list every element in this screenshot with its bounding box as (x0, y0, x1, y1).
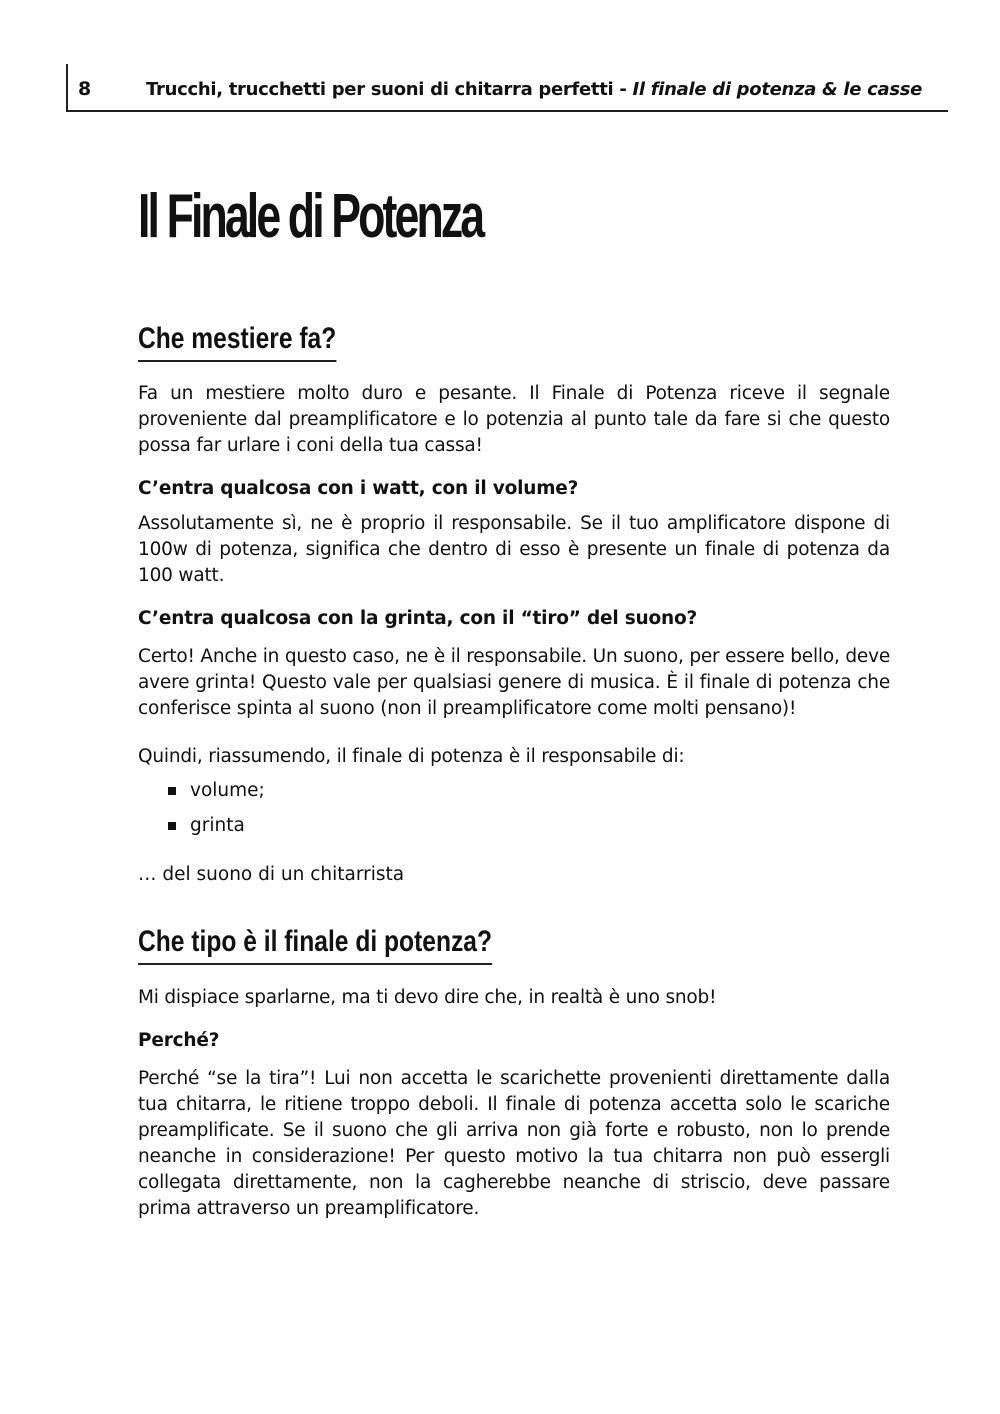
section-heading-tipo: Che tipo è il finale di potenza? (138, 927, 492, 965)
list-item-text: grinta (190, 815, 245, 836)
running-title-text: Trucchi, trucchetti per suoni di chitarra perfetti - (146, 79, 633, 100)
page-number-box (66, 64, 98, 110)
question-perche: Perché? (138, 1030, 220, 1051)
bullet-icon (168, 787, 176, 795)
list-item-text: volume; (190, 780, 265, 801)
list-item (168, 780, 265, 801)
closing-line: … del suono di un chitarrista (138, 864, 405, 885)
paragraph-intro: Fa un mestiere molto duro e pesante. Il Finale di Potenza riceve il segnale proveniente dal preamplificatore e lo potenzia al punto tale da fare si che questo possa far urlare i coni della tua cassa! (138, 383, 890, 456)
bullet-icon (168, 822, 176, 830)
list-item (168, 815, 245, 836)
question-grinta: C’entra qualcosa con la grinta, con il “tiro” del suono? (138, 608, 698, 629)
paragraph-grinta: Certo! Anche in questo caso, ne è il responsabile. Un suono, per essere bello, deve avere grinta! Questo vale per qualsiasi genere di musica. È il finale di potenza che conferisce spinta al suono (non il preamplificatore come molti pensano)! (138, 646, 890, 719)
running-title (146, 79, 922, 100)
paragraph-watt: Assolutamente sì, ne è proprio il responsabile. Se il tuo amplificatore dispone di 100w di potenza, significa che dentro di esso è presente un finale di potenza da 100 watt. (138, 513, 890, 586)
question-watt: C’entra qualcosa con i watt, con il volume? (138, 478, 579, 499)
running-title-chapter: Il finale di potenza & le casse (632, 79, 923, 100)
page-number: 8 (78, 78, 92, 100)
paragraph-snob: Mi dispiace sparlarne, ma ti devo dire che, in realtà è uno snob! (138, 987, 717, 1008)
paragraph-summary: Quindi, riassumendo, il finale di potenza è il responsabile di: (138, 746, 685, 767)
running-header (66, 64, 948, 112)
page-title: Il Finale di Potenza (138, 182, 483, 251)
paragraph-perche: Perché “se la tira”! Lui non accetta le scarichette provenienti direttamente dalla tua chitarra, le ritiene troppo deboli. Il finale di potenza accetta solo le scariche preamplificate. Se il suono che gli arriva non già forte e robusto, non lo prende neanche in considerazione! Per questo motivo la tua chitarra non può essergli collegata direttamente, non la cagherebbe neanche di striscio, deve passare prima attraverso un preamplificatore. (138, 1068, 890, 1219)
section-heading-mestiere: Che mestiere fa? (138, 324, 336, 362)
